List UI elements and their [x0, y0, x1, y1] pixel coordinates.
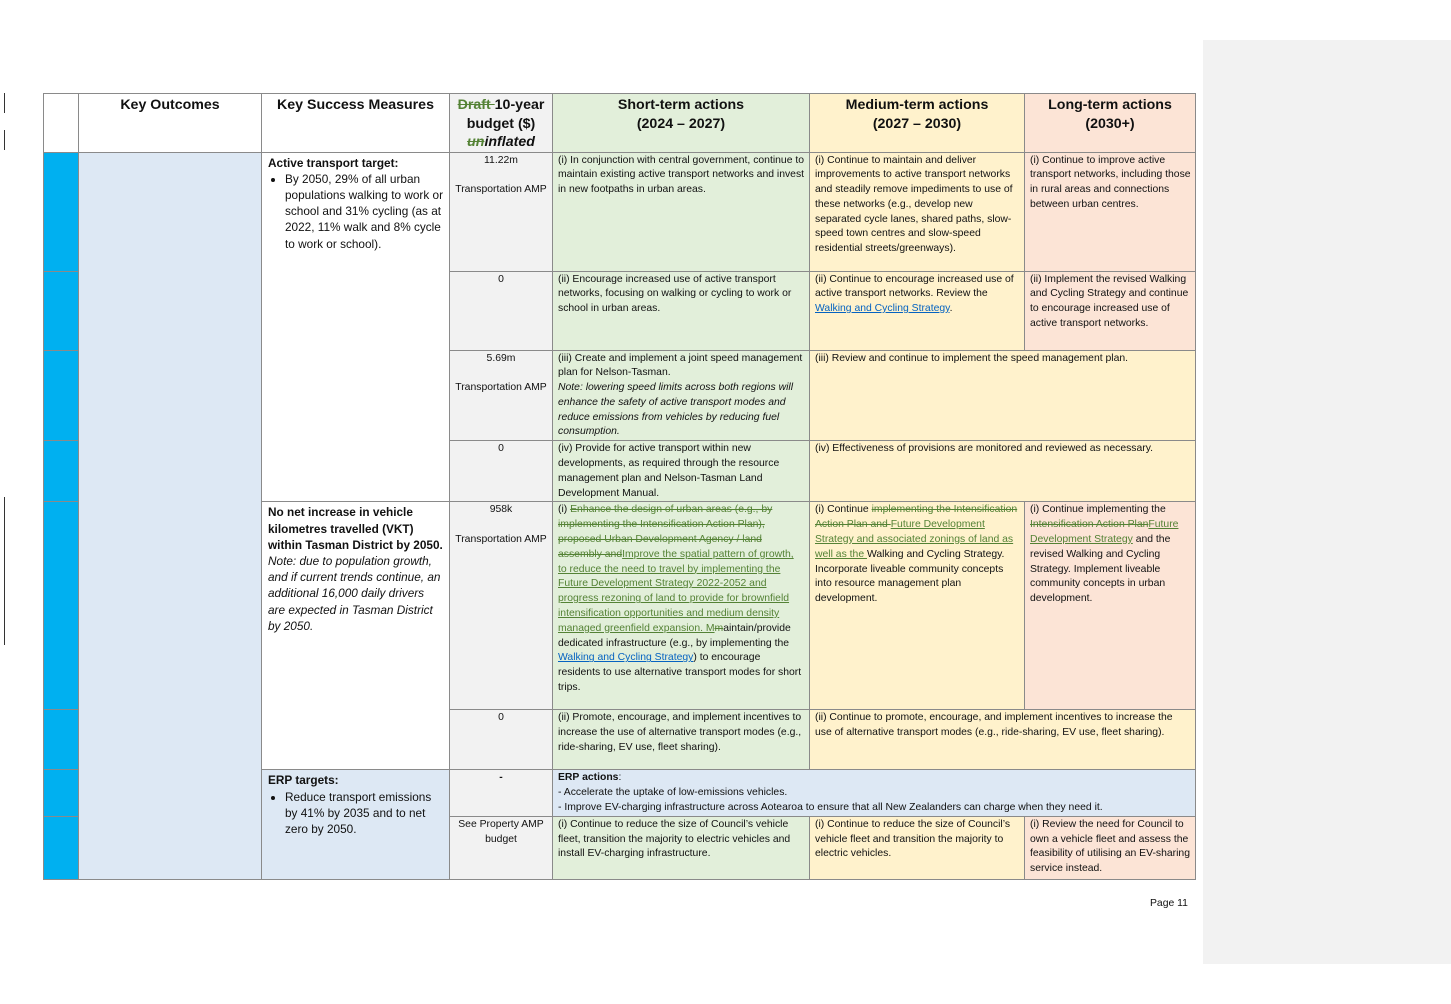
header-stripe	[44, 94, 79, 153]
header-medium-term: Medium-term actions (2027 – 2030)	[810, 94, 1025, 153]
change-bar	[4, 497, 5, 645]
long-term-action: (ii) Implement the revised Walking and Cycling Strategy and continue to encourage increased use of active transport networks.	[1025, 271, 1196, 350]
header-long-term: Long-term actions (2030+)	[1025, 94, 1196, 153]
header-budget: Draft 10-year budget ($) uninflated	[450, 94, 553, 153]
change-bar	[4, 93, 5, 113]
outcome-stripe	[44, 770, 79, 816]
short-term-action: (i) In conjunction with central government, continue to maintain existing active transport networks and invest in new footpaths in urban areas.	[553, 152, 810, 271]
header-key-success-measures: Key Success Measures	[262, 94, 450, 153]
budget-cell: 958k Transportation AMP	[450, 502, 553, 710]
measure-erp: ERP targets: • Reduce transport emissions by 41% by 2035 and to net zero by 2050.	[262, 770, 450, 879]
long-term-action: (i) Review the need for Council to own a vehicle fleet and assess the feasibility of utilising an EV-sharing service instead.	[1025, 816, 1196, 879]
measure-vkt: No net increase in vehicle kilometres travelled (VKT) within Tasman District by 2050. Note: due to population growth, and if current trends continue, an additional 16,000 daily drivers are expected in Tasman District by 2050.	[262, 502, 450, 770]
outcome-stripe	[44, 441, 79, 502]
outcome-stripe	[44, 350, 79, 441]
medium-long-term-action: (iv) Effectiveness of provisions are monitored and reviewed as necessary.	[810, 441, 1196, 502]
inserted-text: Future Development Strategy	[1030, 519, 1179, 546]
budget-cell: 0	[450, 710, 553, 770]
comments-pane	[1203, 40, 1451, 964]
short-term-action: (ii) Encourage increased use of active transport networks, focusing on walking or cycling to work or school in urban areas.	[553, 271, 810, 350]
outcome-stripe	[44, 816, 79, 879]
header-short-term: Short-term actions (2024 – 2027)	[553, 94, 810, 153]
medium-term-action: (i) Continue to maintain and deliver improvements to active transport networks and steadily remove impediments to use of these networks (e.g., develop new separated cycle lanes, shared paths, slow-speed town centres and slow-speed residential streets/greenways).	[810, 152, 1025, 271]
short-term-action: (i) Continue to reduce the size of Council’s vehicle fleet, transition the majority to electric vehicles and install EV-charging infrastructure.	[553, 816, 810, 879]
budget-cell: -	[450, 770, 553, 816]
inserted-text: Future Development Strategy and associated zonings of land as well as the	[815, 519, 1014, 560]
outcome-stripe	[44, 710, 79, 770]
medium-term-action: (i) Continue to reduce the size of Council’s vehicle fleet and transition the majority to electric vehicles.	[810, 816, 1025, 879]
short-term-action: (iv) Provide for active transport within new developments, as required through the resource management plan and Nelson-Tasman Land Development Manual.	[553, 441, 810, 502]
medium-long-term-action: (ii) Continue to promote, encourage, and implement incentives to increase the use of alternative transport modes (e.g., ride-sharing, EV use, fleet sharing).	[810, 710, 1196, 770]
medium-long-term-action: (iii) Review and continue to implement the speed management plan.	[810, 350, 1196, 441]
change-bar	[4, 130, 5, 150]
short-term-action: (i) Enhance the design of urban areas (e.g., by implementing the Intensification Action Plan), proposed Urban Development Agency / land assembly andImprove the spatial pattern of growth, to reduce the need to travel by implementing the Future Development Strategy 2022-2052 and progress rezoning of land to provide for brownfield intensification opportunities and medium density managed greenfield expansion. Mmaintain/provide dedicated infrastructure (e.g., by implementing the Walking and Cycling Strategy) to encourage residents to use alternative transport modes for short trips.	[553, 502, 810, 710]
table-row	[44, 152, 1196, 271]
header-key-outcomes: Key Outcomes	[79, 94, 262, 153]
walking-cycling-strategy-link[interactable]: Walking and Cycling Strategy	[558, 652, 694, 664]
table-header-row	[44, 94, 1196, 153]
short-term-action: (iii) Create and implement a joint speed management plan for Nelson-Tasman. Note: lowering speed limits across both regions will enhance the safety of active transport modes and reduce emissions from vehicles by reducing fuel consumption.	[553, 350, 810, 441]
outcome-stripe	[44, 271, 79, 350]
long-term-action: (i) Continue to improve active transport networks, including those in rural areas and connections between urban centres.	[1025, 152, 1196, 271]
deleted-text: un	[467, 134, 485, 150]
deleted-text: Enhance the design of urban areas (e.g., by implementing the Intensification Action Plan), proposed Urban Development Agency / land assembly and	[558, 504, 773, 560]
budget-cell: 0	[450, 271, 553, 350]
climate-action-table	[43, 93, 1196, 880]
medium-term-action: (i) Continue implementing the Intensification Action Plan and Future Development Strategy and associated zonings of land as well as the Walking and Cycling Strategy. Incorporate liveable community concepts into resource management plan development.	[810, 502, 1025, 710]
walking-cycling-strategy-link[interactable]: Walking and Cycling Strategy	[815, 303, 950, 315]
deleted-text: Intensification Action Plan	[1030, 519, 1149, 531]
deleted-text: implementing the Intensification Action Plan and	[815, 504, 1018, 531]
medium-term-action: (ii) Continue to encourage increased use of active transport networks. Review the Walking and Cycling Strategy.	[810, 271, 1025, 350]
long-term-action: (i) Continue implementing the Intensification Action PlanFuture Development Strategy and the revised Walking and Cycling Strategy. Implement liveable community concepts in urban development.	[1025, 502, 1196, 710]
budget-cell: 0	[450, 441, 553, 502]
budget-cell: See Property AMP budget	[450, 816, 553, 879]
budget-cell: 11.22m Transportation AMP	[450, 152, 553, 271]
deleted-text: Draft	[457, 97, 495, 113]
erp-actions: ERP actions: - Accelerate the uptake of low-emissions vehicles. - Improve EV-charging infrastructure across Aotearoa to ensure that all New Zealanders can charge when they need it.	[553, 770, 1196, 816]
budget-cell: 5.69m Transportation AMP	[450, 350, 553, 441]
page-number: Page 11	[1150, 898, 1188, 909]
short-term-action: (ii) Promote, encourage, and implement incentives to increase the use of alternative transport modes (e.g., ride-sharing, EV use, fleet sharing).	[553, 710, 810, 770]
outcome-stripe	[44, 502, 79, 710]
measure-active-transport: Active transport target: • By 2050, 29% of all urban populations walking to work or school and 31% cycling (as at 2022, 11% walk and 8% cycle to work or school).	[262, 152, 450, 502]
key-outcome-cell	[79, 152, 262, 879]
outcome-stripe	[44, 152, 79, 271]
inserted-text: Improve the spatial pattern of growth, to reduce the need to travel by implementing the Future Development Strategy 2022-2052 and progress rezoning of land to provide for brownfield intensification opportunities and medium density managed greenfield expansion. M	[558, 548, 794, 634]
deleted-text: m	[714, 622, 724, 634]
